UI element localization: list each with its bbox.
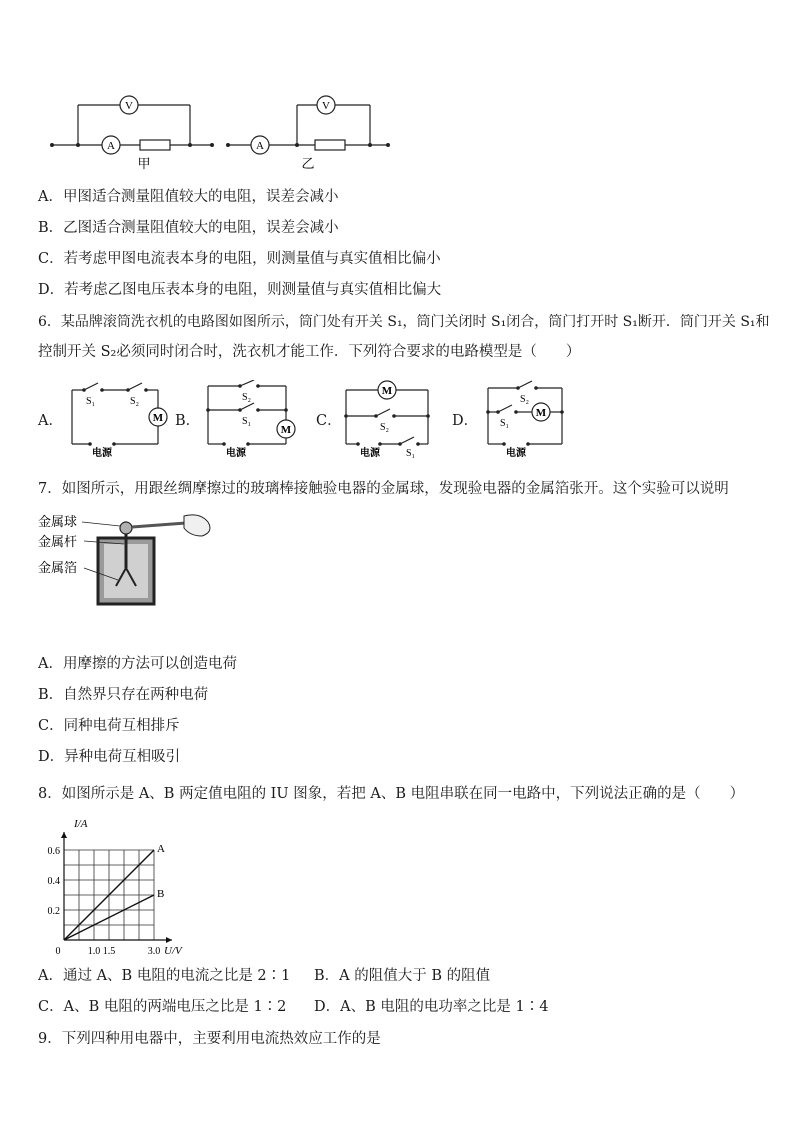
ammeter-symbol: A: [107, 140, 115, 152]
q6-choice-c-letter[interactable]: C．: [316, 413, 342, 429]
q7-stem: 7．如图所示，用跟丝绸摩擦过的玻璃棒接触验电器的金属球，发现验电器的金属箔张开。这个实验可以说明: [38, 481, 729, 497]
y-tick-label: 0.6: [47, 846, 60, 857]
q6-choice-a-letter[interactable]: A．: [38, 413, 63, 429]
q6-choice-b-letter[interactable]: B．: [175, 413, 201, 429]
switch-s2-label: S₂: [520, 394, 530, 405]
iu-chart: [38, 815, 208, 955]
motor-label: M: [535, 407, 547, 419]
q6-circuit-a[interactable]: [66, 380, 176, 460]
q5-circuit-figure: [40, 90, 400, 175]
q6-circuit-c[interactable]: [340, 380, 440, 460]
series-label-A: A: [157, 843, 165, 855]
electroscope-figure: [38, 510, 228, 610]
label-jia: 甲: [137, 156, 151, 171]
ammeter-symbol-2: A: [256, 140, 264, 152]
switch-s2-label: S₂: [380, 422, 390, 433]
q7-option-c[interactable]: C．同种电荷互相排斥: [38, 718, 180, 734]
q5-option-a[interactable]: A．甲图适合测量阻值较大的电阻，误差会减小: [38, 189, 339, 205]
switch-s1-label: S₁: [500, 418, 510, 429]
q6-circuit-b[interactable]: [202, 380, 302, 460]
y-axis-arrow: [61, 832, 67, 838]
x-axis-arrow: [166, 937, 172, 943]
x-tick-label: 3.0: [147, 946, 161, 955]
switch-s2-label: S₂: [130, 396, 140, 407]
label-metal-foil: 金属箔: [38, 560, 78, 575]
switch-s1-label: S₁: [406, 448, 416, 459]
q8-option-c[interactable]: C．A、B 电阻的两端电压之比是 1∶2: [38, 999, 287, 1015]
motor-label: M: [280, 424, 292, 436]
q8-stem: 8．如图所示是 A、B 两定值电阻的 IU 图象，若把 A、B 电阻串联在同一电路中，下列说法正确的是（ ）: [38, 786, 745, 802]
q5-option-b[interactable]: B．乙图适合测量阻值较大的电阻，误差会减小: [38, 220, 339, 236]
x-tick-label: 1.0: [87, 946, 101, 955]
voltmeter-symbol-2: V: [322, 100, 330, 112]
x-axis-label: U/V: [164, 945, 182, 955]
q6-circuit-d[interactable]: [482, 378, 572, 460]
q9-stem: 9．下列四种用电器中，主要利用电流热效应工作的是: [38, 1031, 381, 1047]
switch-s2-label: S₂: [242, 392, 252, 403]
y-tick-label: 0.4: [47, 876, 60, 887]
q8-option-a[interactable]: A．通过 A、B 电阻的电流之比是 2∶1: [38, 968, 291, 984]
y-tick-label: 0.2: [47, 906, 60, 917]
label-yi: 乙: [301, 156, 315, 171]
power-label: 电源: [92, 448, 112, 459]
q5-option-c[interactable]: C．若考虑甲图电流表本身的电阻，则测量值与真实值相比偏小: [38, 251, 441, 267]
x-tick-label: 0: [55, 946, 61, 955]
q6-stem-line1: 6．某品牌滚筒洗衣机的电路图如图所示，筒门处有开关 S₁，筒门关闭时 S₁闭合，筒门打开时 S₁断开．筒门开关 S₁和: [38, 314, 770, 330]
label-metal-rod: 金属杆: [38, 534, 78, 549]
switch-s1-label: S₁: [86, 396, 96, 407]
series-label-B: B: [157, 888, 165, 900]
q8-option-b[interactable]: B．A 的阻值大于 B 的阻值: [314, 968, 491, 984]
power-label: 电源: [226, 448, 246, 459]
q6-stem-line2: 控制开关 S₂必须同时闭合时，洗衣机才能工作．下列符合要求的电路模型是（ ）: [38, 344, 581, 360]
motor-label: M: [152, 412, 164, 424]
voltmeter-symbol: V: [125, 100, 133, 112]
q7-option-b[interactable]: B．自然界只存在两种电荷: [38, 687, 209, 703]
q7-option-d[interactable]: D．异种电荷互相吸引: [38, 749, 181, 765]
q8-option-d[interactable]: D．A、B 电阻的电功率之比是 1∶4: [314, 999, 549, 1015]
power-label: 电源: [360, 448, 380, 459]
motor-label: M: [381, 385, 393, 397]
label-metal-ball: 金属球: [38, 514, 78, 529]
x-tick-label: 1.5: [102, 946, 116, 955]
power-label: 电源: [506, 448, 526, 459]
switch-s1-label: S₁: [242, 416, 252, 427]
q6-choice-d-letter[interactable]: D．: [452, 413, 479, 429]
q5-option-d[interactable]: D．若考虑乙图电压表本身的电阻，则测量值与真实值相比偏大: [38, 282, 442, 298]
q7-option-a[interactable]: A．用摩擦的方法可以创造电荷: [38, 656, 237, 672]
y-axis-label: I/A: [74, 818, 88, 830]
